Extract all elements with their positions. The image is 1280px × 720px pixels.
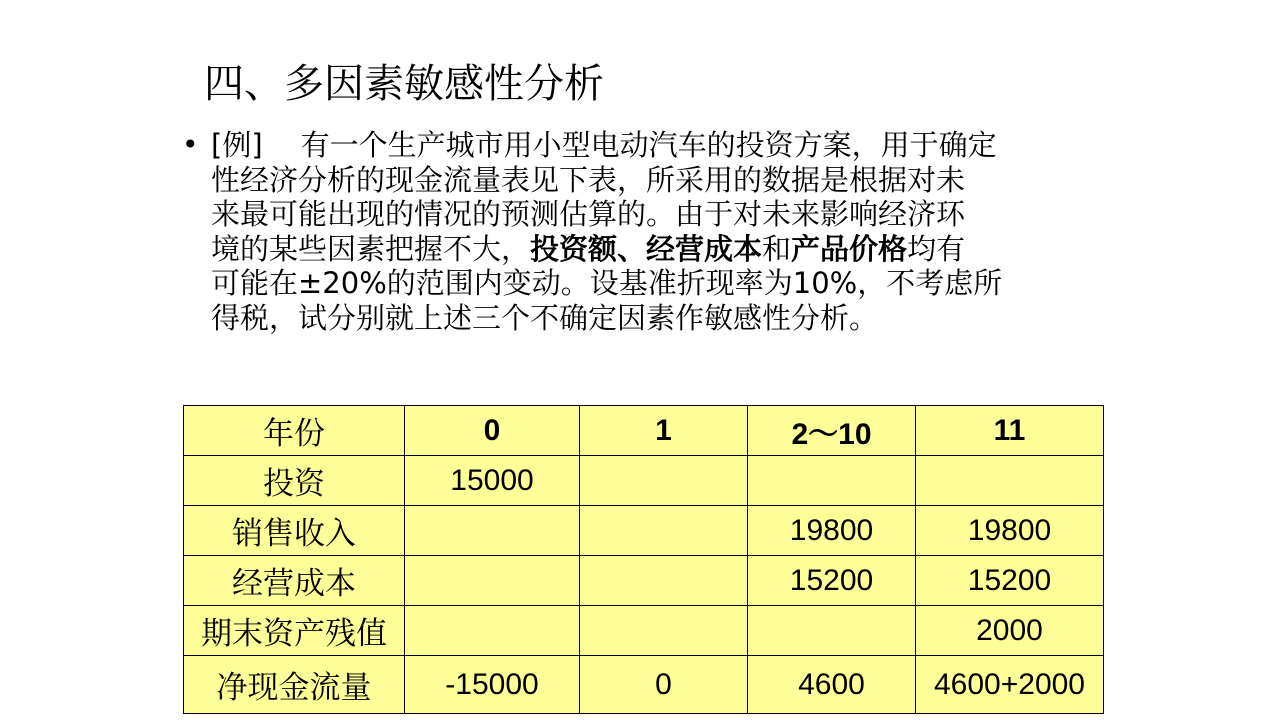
- table-cell: 19800: [916, 506, 1104, 556]
- example-line-6: 得税，试分别就上述三个不确定因素作敏感性分析。: [211, 300, 879, 335]
- header-year-0: 0: [405, 406, 580, 456]
- table-row-operating-cost: [184, 556, 1104, 606]
- table-cell: [916, 456, 1104, 506]
- header-year-1: 1: [580, 406, 748, 456]
- table-row-sales-revenue: [184, 506, 1104, 556]
- example-line-4: 境的某些因素把握不大，投资额、经营成本和产品价格均有: [211, 231, 966, 266]
- table-cell: [580, 456, 748, 506]
- table-row-investment: [184, 456, 1104, 506]
- table-cell: [580, 506, 748, 556]
- table-cell: [580, 606, 748, 656]
- table-cell: -15000: [405, 656, 580, 714]
- bullet-dot-icon: •: [182, 128, 199, 161]
- table-cell: 15000: [405, 456, 580, 506]
- example-line-2: 性经济分析的现金流量表见下表，所采用的数据是根据对未: [211, 162, 966, 197]
- row-label: 经营成本: [184, 556, 405, 606]
- emphasis-investment-cost: 投资额、经营成本: [530, 231, 763, 266]
- header-year-2-10: 2～10: [748, 406, 916, 456]
- example-line-1: [例] 有一个生产城市用小型电动汽车的投资方案，用于确定: [211, 128, 997, 162]
- table-cell: 4600+2000: [916, 656, 1104, 714]
- table-cell: 2000: [916, 606, 1104, 656]
- table-cell: [580, 556, 748, 606]
- table-row-net-cash-flow: [184, 656, 1104, 714]
- table-cell: 15200: [748, 556, 916, 606]
- example-line-3: 来最可能出现的情况的预测估算的。由于对未来影响经济环: [211, 197, 966, 231]
- table-cell: [405, 506, 580, 556]
- header-year-label: 年份: [184, 406, 405, 456]
- table-row-residual-value: [184, 606, 1104, 656]
- table-cell: 4600: [748, 656, 916, 714]
- table-cell: 0: [580, 656, 748, 714]
- table-cell: [748, 456, 916, 506]
- example-line-5: 可能在±20%的范围内变动。设基准折现率为10%，不考虑所: [211, 266, 1003, 300]
- row-label: 期末资产残值: [184, 606, 405, 656]
- cash-flow-table: [183, 405, 1104, 714]
- row-label: 销售收入: [184, 506, 405, 556]
- example-paragraph: [211, 128, 1082, 335]
- example-label: [例]: [211, 128, 263, 162]
- example-bullet: [182, 128, 1082, 335]
- emphasis-product-price: 产品价格: [791, 231, 908, 266]
- table-header-row: [184, 406, 1104, 456]
- row-label: 投资: [184, 456, 405, 506]
- header-year-11: 11: [916, 406, 1104, 456]
- row-label: 净现金流量: [184, 656, 405, 714]
- table-cell: 15200: [916, 556, 1104, 606]
- table-cell: 19800: [748, 506, 916, 556]
- slide-title: 四、多因素敏感性分析: [204, 61, 604, 107]
- table-cell: [405, 606, 580, 656]
- table-cell: [748, 606, 916, 656]
- table-cell: [405, 556, 580, 606]
